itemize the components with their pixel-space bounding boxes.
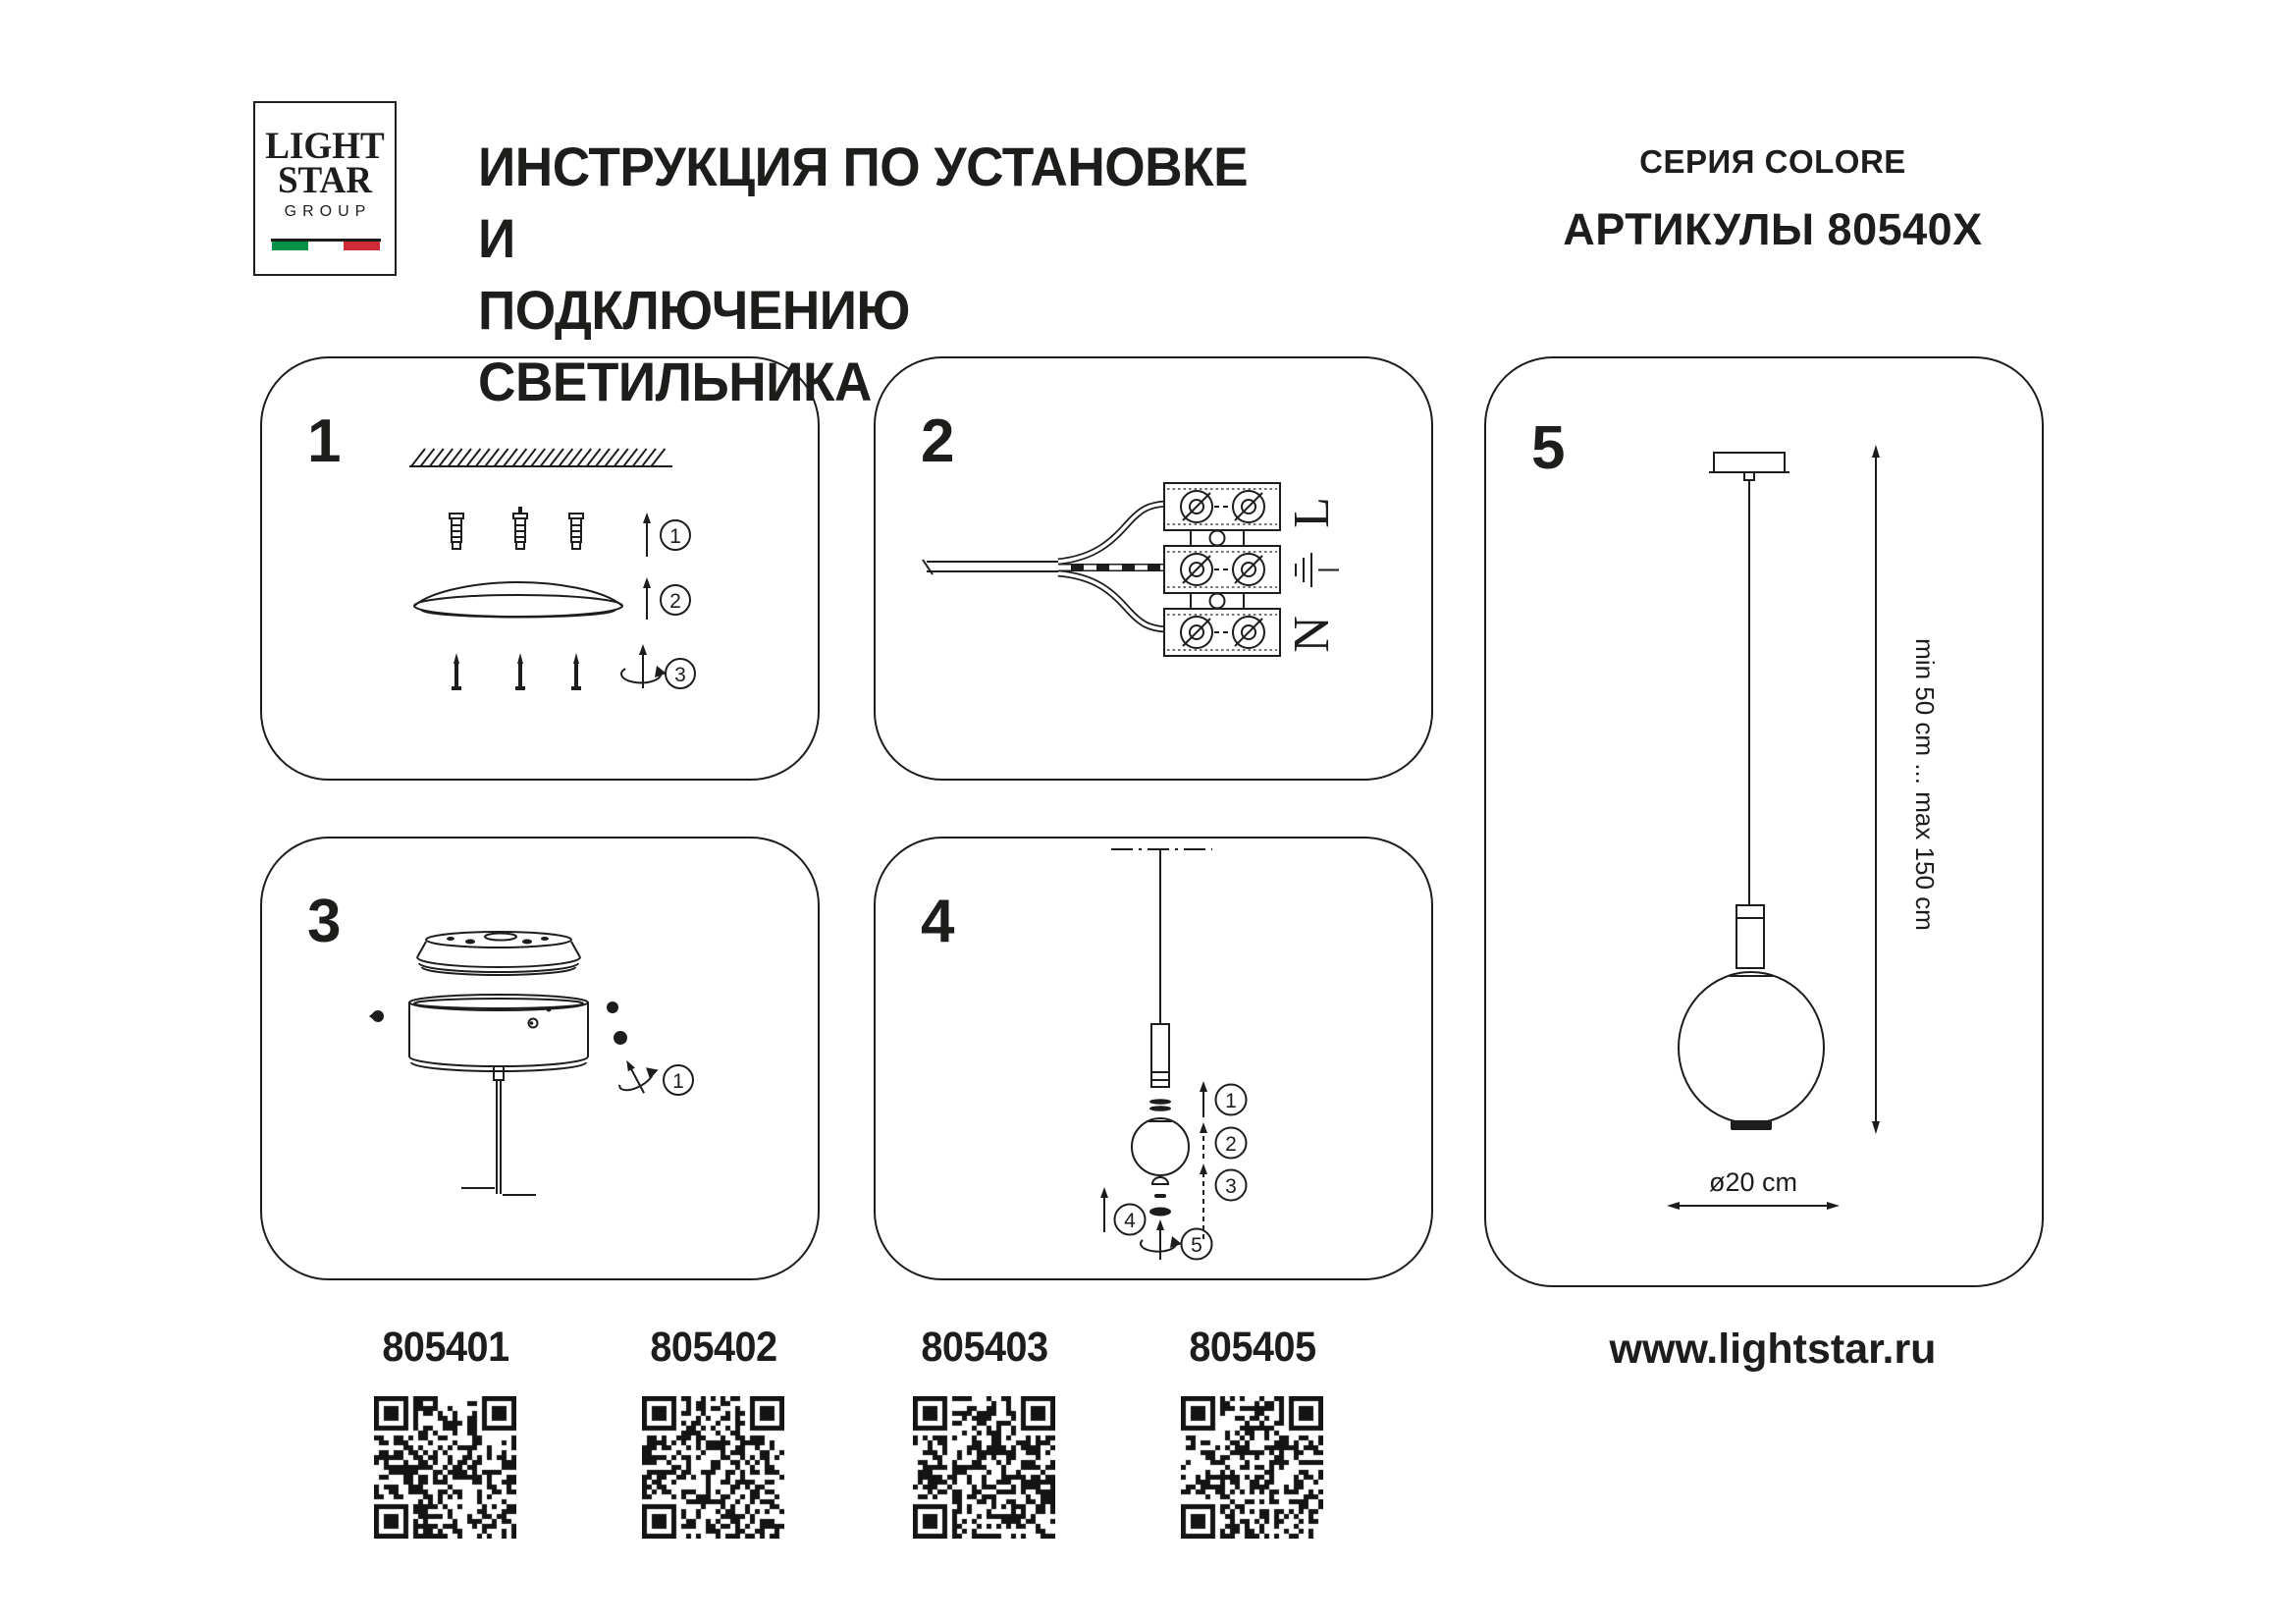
article-number: 805401 (382, 1324, 509, 1371)
live-wire-label: L (1283, 497, 1340, 528)
arrow-up-dashed-icon (1200, 1122, 1207, 1159)
pendant-lamp-icon (1679, 453, 1824, 1130)
flag-green (272, 242, 308, 250)
svg-text:4: 4 (1124, 1210, 1136, 1232)
svg-text:3: 3 (674, 664, 686, 686)
terminal-block-icon (1164, 483, 1280, 656)
suspension-cord-icon (461, 1066, 536, 1195)
panel-step-4-pendant-assembly (874, 837, 1433, 1280)
italian-flag-icon (272, 242, 380, 250)
ceiling-hatch (409, 449, 672, 466)
svg-text:2: 2 (669, 590, 681, 613)
logo-word-group: GROUP (284, 203, 372, 220)
article-number: 805403 (921, 1324, 1048, 1371)
step-4-badge (1115, 1205, 1146, 1235)
height-dimension-arrow (1872, 445, 1880, 1134)
logo-word-light: LIGHT (265, 125, 385, 167)
svg-text:2: 2 (1225, 1133, 1237, 1156)
panel-2-number: 2 (921, 407, 955, 475)
panel-4-number: 4 (921, 888, 955, 955)
svg-text:1: 1 (1225, 1090, 1237, 1112)
qr-code (642, 1396, 784, 1539)
step-5-badge (1182, 1229, 1212, 1260)
flag-red (344, 242, 380, 250)
ceiling-plate-icon (417, 932, 580, 975)
panel-5-number: 5 (1531, 414, 1566, 482)
panel-step-1-ceiling-mounting (260, 356, 820, 781)
step-2-badge (661, 585, 690, 615)
lightstar-logo (253, 101, 397, 276)
arrow-up-icon (1100, 1187, 1108, 1232)
panel-step-2-wiring (874, 356, 1433, 781)
step-1-badge (661, 520, 690, 550)
arrow-up-icon (643, 577, 651, 620)
diameter-label: ø20 cm (1708, 1167, 1798, 1197)
panel-step-5-final-dimensions (1484, 356, 2044, 1287)
rotate-icon (611, 1049, 666, 1102)
article-number: 805402 (650, 1324, 777, 1371)
svg-text:3: 3 (1225, 1175, 1237, 1198)
qr-code (1181, 1396, 1323, 1539)
flag-white (308, 242, 345, 250)
panel-step-3-canopy-assembly (260, 837, 820, 1280)
arrow-up-icon (1200, 1081, 1207, 1117)
panel-1-number: 1 (307, 407, 342, 475)
canopy-drum-icon (409, 995, 588, 1071)
step-3-badge (666, 659, 695, 688)
title-line-2: ПОДКЛЮЧЕНИЮ СВЕТИЛЬНИКА (478, 279, 910, 412)
articles-label: АРТИКУЛЫ 80540X (1563, 204, 1983, 254)
arrow-up-dashed-icon (1200, 1164, 1207, 1239)
panel-3-number: 3 (307, 888, 342, 955)
svg-text:1: 1 (672, 1070, 684, 1093)
rotate-icon (1141, 1219, 1182, 1260)
logo-word-star: STAR (277, 159, 373, 201)
screw-icons (452, 653, 581, 690)
qr-code (374, 1396, 516, 1539)
article-number: 805405 (1189, 1324, 1316, 1371)
ceiling-plate-icon (414, 582, 622, 618)
neutral-wire-label: N (1283, 616, 1340, 653)
title-line-1: ИНСТРУКЦИЯ ПО УСТАНОВКЕ И (478, 135, 1249, 269)
diameter-dimension-arrow (1667, 1202, 1840, 1210)
qr-code (913, 1396, 1055, 1539)
height-range-label: min 50 cm ... max 150 cm (1910, 638, 1940, 931)
step-1-badge (664, 1065, 693, 1095)
rotate-icon (621, 644, 667, 688)
step-2-badge (1216, 1128, 1247, 1159)
step-3-badge (1216, 1170, 1247, 1201)
step-1-badge (1216, 1085, 1247, 1115)
mains-cable-icon (923, 504, 1166, 629)
series-label: СЕРИЯ COLORE (1639, 143, 1906, 180)
svg-text:1: 1 (669, 525, 681, 548)
pendant-parts-icon (1111, 849, 1212, 1217)
website-url: www.lightstar.ru (1609, 1326, 1937, 1373)
svg-text:5: 5 (1191, 1234, 1202, 1257)
arrow-up-icon (643, 513, 651, 557)
wall-plug-icons (450, 507, 583, 549)
earth-ground-icon (1296, 553, 1339, 587)
